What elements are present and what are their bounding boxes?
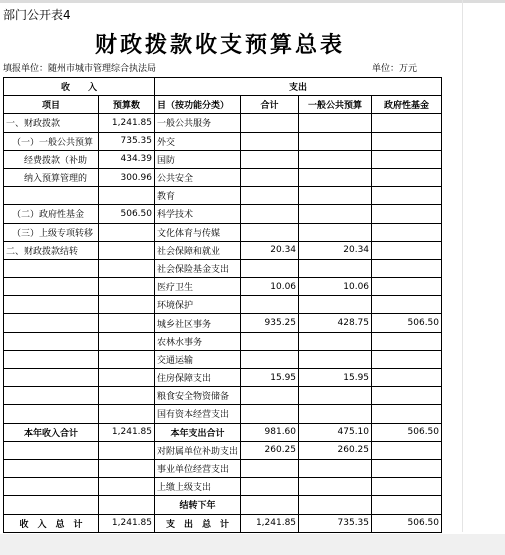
expense-fund — [372, 223, 442, 241]
grand-total-row — [4, 514, 442, 532]
expense-total — [241, 296, 299, 314]
income-amount — [99, 332, 155, 350]
expense-general: 428.75 — [299, 314, 372, 332]
income-item: （一）一般公共预算 — [4, 132, 99, 150]
income-amount: 506.50 — [99, 205, 155, 223]
expense-fund — [372, 205, 442, 223]
table-row — [4, 369, 442, 387]
expense-general — [299, 168, 372, 186]
empty-cell — [241, 496, 299, 514]
expense-total: 15.95 — [241, 369, 299, 387]
total-income-amount: 1,241.85 — [99, 514, 155, 532]
expense-item: 科学技术 — [155, 205, 241, 223]
expense-total: 10.06 — [241, 278, 299, 296]
expense-fund — [372, 187, 442, 205]
empty-cell — [372, 478, 442, 496]
expense-fund: 506.50 — [372, 314, 442, 332]
upper-row — [4, 478, 442, 496]
expense-general — [299, 223, 372, 241]
table-row — [4, 241, 442, 259]
expense-general — [299, 132, 372, 150]
table-row — [4, 187, 442, 205]
sheet-bottom-strip — [0, 534, 505, 555]
year-expense-total: 981.60 — [241, 423, 299, 441]
table-row — [4, 205, 442, 223]
expense-general — [299, 332, 372, 350]
expense-fund — [372, 132, 442, 150]
budget-table — [3, 77, 442, 533]
income-amount — [99, 259, 155, 277]
income-amount — [99, 296, 155, 314]
table-row — [4, 259, 442, 277]
expense-fund — [372, 369, 442, 387]
table-row — [4, 278, 442, 296]
income-amount — [99, 314, 155, 332]
expense-item: 城乡社区事务 — [155, 314, 241, 332]
expense-total — [241, 332, 299, 350]
income-item — [4, 278, 99, 296]
subsidy-total: 260.25 — [241, 441, 299, 459]
income-amount — [99, 187, 155, 205]
expense-total — [241, 387, 299, 405]
expense-item: 医疗卫生 — [155, 278, 241, 296]
expense-total — [241, 223, 299, 241]
sheet-column-header-strip — [0, 0, 505, 3]
subsidy-general: 260.25 — [299, 441, 372, 459]
empty-cell — [99, 459, 155, 477]
expense-item: 社会保险基金支出 — [155, 259, 241, 277]
subsidy-label: 对附属单位补助支出 — [155, 441, 241, 459]
expense-total — [241, 350, 299, 368]
year-income-amount: 1,241.85 — [99, 423, 155, 441]
expense-general: 10.06 — [299, 278, 372, 296]
income-item — [4, 350, 99, 368]
subsidy-row — [4, 441, 442, 459]
expense-general — [299, 259, 372, 277]
expense-general — [299, 205, 372, 223]
expense-total: 20.34 — [241, 241, 299, 259]
empty-cell — [99, 441, 155, 459]
expense-fund — [372, 259, 442, 277]
empty-cell — [4, 478, 99, 496]
empty-cell — [241, 459, 299, 477]
income-amount: 434.39 — [99, 150, 155, 168]
item-header: 项目 — [4, 96, 99, 114]
total-income-label: 收 入 总 计 — [4, 514, 99, 532]
amount-unit: 单位：万元 — [372, 64, 418, 74]
document-tag: 部门公开表4 — [3, 8, 71, 22]
expense-total — [241, 405, 299, 423]
income-item — [4, 332, 99, 350]
income-amount — [99, 223, 155, 241]
income-amount — [99, 350, 155, 368]
expense-item: 住房保障支出 — [155, 369, 241, 387]
expense-fund — [372, 278, 442, 296]
income-item — [4, 387, 99, 405]
expense-total — [241, 132, 299, 150]
expense-total — [241, 187, 299, 205]
income-item: （二）政府性基金 — [4, 205, 99, 223]
carry-label: 结转下年 — [155, 496, 241, 514]
income-item: （三）上级专项转移 — [4, 223, 99, 241]
table-row — [4, 114, 442, 132]
budget-header: 预算数 — [99, 96, 155, 114]
table-row — [4, 132, 442, 150]
expense-total — [241, 150, 299, 168]
total-header: 合计 — [241, 96, 299, 114]
business-row — [4, 459, 442, 477]
table-row — [4, 168, 442, 186]
sheet-gridline — [462, 0, 463, 532]
expense-item: 国防 — [155, 150, 241, 168]
income-item — [4, 296, 99, 314]
empty-cell — [99, 478, 155, 496]
income-item — [4, 259, 99, 277]
empty-cell — [99, 496, 155, 514]
table-row — [4, 332, 442, 350]
year-total-row — [4, 423, 442, 441]
expense-item: 社会保障和就业 — [155, 241, 241, 259]
expense-general — [299, 187, 372, 205]
expense-item: 粮食安全物资储备 — [155, 387, 241, 405]
table-row — [4, 314, 442, 332]
empty-cell — [372, 496, 442, 514]
header-row-1 — [4, 78, 442, 96]
income-amount — [99, 241, 155, 259]
income-header: 收 入 — [4, 78, 155, 96]
expense-item: 交通运输 — [155, 350, 241, 368]
total-expense-total: 1,241.85 — [241, 514, 299, 532]
expense-item: 国有资本经营支出 — [155, 405, 241, 423]
fund-header: 政府性基金 — [372, 96, 442, 114]
income-amount — [99, 387, 155, 405]
func-class-header: 目（按功能分类） — [155, 96, 241, 114]
empty-cell — [299, 478, 372, 496]
filler-unit: 填报单位：随州市城市管理综合执法局 — [3, 64, 157, 74]
income-item — [4, 405, 99, 423]
empty-cell — [372, 459, 442, 477]
expense-general — [299, 150, 372, 168]
expense-fund — [372, 150, 442, 168]
expense-item: 公共安全 — [155, 168, 241, 186]
table-row — [4, 405, 442, 423]
expense-general — [299, 350, 372, 368]
expense-item: 文化体育与传媒 — [155, 223, 241, 241]
expense-fund — [372, 332, 442, 350]
empty-cell — [372, 441, 442, 459]
empty-cell — [4, 496, 99, 514]
income-amount — [99, 278, 155, 296]
income-amount: 735.35 — [99, 132, 155, 150]
table-row — [4, 296, 442, 314]
expense-total — [241, 205, 299, 223]
expense-general — [299, 114, 372, 132]
empty-cell — [4, 441, 99, 459]
total-expense-general: 735.35 — [299, 514, 372, 532]
table-row — [4, 387, 442, 405]
expense-general — [299, 405, 372, 423]
expense-fund — [372, 114, 442, 132]
expense-fund — [372, 168, 442, 186]
expense-general: 15.95 — [299, 369, 372, 387]
expense-item: 环境保护 — [155, 296, 241, 314]
business-label: 事业单位经营支出 — [155, 459, 241, 477]
general-header: 一般公共预算 — [299, 96, 372, 114]
upper-label: 上缴上级支出 — [155, 478, 241, 496]
income-amount: 300.96 — [99, 168, 155, 186]
income-amount: 1,241.85 — [99, 114, 155, 132]
income-item: 二、财政拨款结转 — [4, 241, 99, 259]
expense-item: 农林水事务 — [155, 332, 241, 350]
page-title: 财政拨款收支预算总表 — [94, 32, 345, 58]
income-item: 纳入预算管理的 — [4, 168, 99, 186]
expense-fund — [372, 405, 442, 423]
expense-item: 外交 — [155, 132, 241, 150]
year-income-label: 本年收入合计 — [4, 423, 99, 441]
expense-fund — [372, 241, 442, 259]
expense-header: 支出 — [155, 78, 442, 96]
header-row-2 — [4, 96, 442, 114]
income-item — [4, 369, 99, 387]
year-expense-general: 475.10 — [299, 423, 372, 441]
empty-cell — [241, 478, 299, 496]
empty-cell — [4, 459, 99, 477]
empty-cell — [299, 459, 372, 477]
expense-general — [299, 387, 372, 405]
expense-fund — [372, 296, 442, 314]
income-item — [4, 187, 99, 205]
income-item: 经费拨款（补助 — [4, 150, 99, 168]
year-expense-fund: 506.50 — [372, 423, 442, 441]
year-expense-label: 本年支出合计 — [155, 423, 241, 441]
empty-cell — [299, 496, 372, 514]
total-expense-fund: 506.50 — [372, 514, 442, 532]
total-expense-label: 支 出 总 计 — [155, 514, 241, 532]
expense-total — [241, 114, 299, 132]
carry-row — [4, 496, 442, 514]
expense-total — [241, 168, 299, 186]
expense-fund — [372, 387, 442, 405]
table-row — [4, 150, 442, 168]
income-item — [4, 314, 99, 332]
expense-item: 一般公共服务 — [155, 114, 241, 132]
income-amount — [99, 369, 155, 387]
income-item: 一、财政拨款 — [4, 114, 99, 132]
expense-general: 20.34 — [299, 241, 372, 259]
expense-total — [241, 259, 299, 277]
table-row — [4, 350, 442, 368]
expense-item: 教育 — [155, 187, 241, 205]
expense-general — [299, 296, 372, 314]
income-amount — [99, 405, 155, 423]
expense-total: 935.25 — [241, 314, 299, 332]
expense-fund — [372, 350, 442, 368]
table-row — [4, 223, 442, 241]
